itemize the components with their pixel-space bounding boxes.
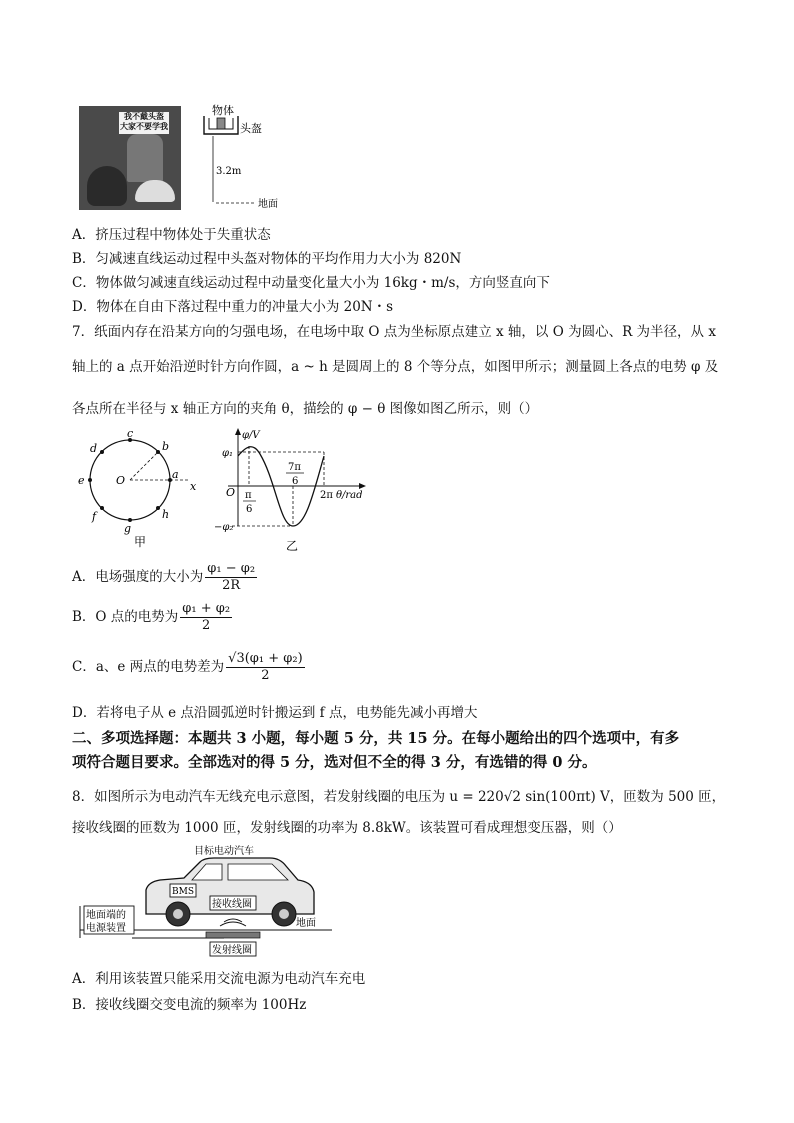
frac-den: 2R [222, 578, 241, 593]
photo-person [127, 134, 163, 182]
q6-option-d: D．物体在自由下落过程中重力的冲量大小为 20N・s [72, 299, 394, 315]
caption-yi: 乙 [286, 539, 299, 553]
car-label: 目标电动汽车 [194, 846, 254, 857]
photo-sign [119, 112, 169, 134]
tick-pi6-den: 6 [246, 504, 253, 515]
q7-stem-line-1: 7．纸面内存在沿某方向的匀强电场，在电场中取 O 点为坐标原点建立 x 轴，以 O 为圆心、R 为半径，从 x [72, 324, 716, 340]
point-g: g [124, 522, 132, 535]
phi1-label: φ₁ [222, 448, 234, 459]
point-c: c [127, 428, 134, 440]
transmit-coil-label: 发射线圈 [212, 945, 252, 956]
tick-7pi6-num: 7π [288, 462, 301, 473]
radius-ob-dashed [130, 452, 158, 480]
q8-option-a: A．利用该装置只能采用交流电源为电动汽车充电 [72, 971, 366, 987]
power-device-label-2: 电源装置 [86, 923, 126, 934]
tick-2pi: 2π [320, 490, 333, 501]
label-object: 物体 [212, 104, 234, 117]
sign-line-2: 大家不要学我 [120, 122, 168, 131]
neg-phi2-label: −φ₂ [214, 522, 234, 533]
q7-stem-line-2: 轴上的 a 点开始沿逆时针方向作圆，a ~ h 是圆周上的 8 个等分点，如图甲所示；测量圆上各点的电势 φ 及 [72, 359, 719, 375]
q7-option-a-text: A．电场强度的大小为 [72, 569, 204, 585]
tick-7pi6-den: 6 [292, 476, 299, 487]
q7-option-b-frac [180, 601, 232, 634]
q7-option-c-frac [226, 651, 304, 684]
object-block [217, 118, 225, 129]
x-axis-label: θ/rad [336, 490, 363, 501]
origin-label: O [226, 486, 236, 499]
figure-jia [72, 428, 212, 552]
transmit-coil-pad [206, 932, 260, 938]
drop-diagram [196, 104, 296, 214]
q7-stem-line-3: 各点所在半径与 x 轴正方向的夹角 θ，描绘的 φ − θ 图像如图乙所示，则（） [72, 401, 539, 417]
q7-option-a [72, 560, 257, 594]
q6-option-b: B．匀减速直线运动过程中头盔对物体的平均作用力大小为 820N [72, 251, 462, 267]
point-b: b [162, 440, 170, 453]
point-f: f [92, 510, 97, 523]
q8-option-b: B．接收线圈交变电流的频率为 100Hz [72, 997, 307, 1013]
sign-line-1: 我不戴头盔 [124, 112, 164, 121]
label-height: 3.2m [216, 166, 242, 177]
point-h: h [162, 508, 170, 521]
q8-stem-line-1: 8．如图所示为电动汽车无线充电示意图，若发射线圈的电压为 u = 220√2 sin(100πt) V，匝数为 500 匝， [72, 789, 726, 805]
section2-heading-line-2: 项符合题目要求。全部选对的得 5 分，选对但不全的得 3 分，有选错的得 0 分。 [72, 754, 597, 771]
bms-label: BMS [172, 887, 194, 897]
center-o: O [116, 474, 126, 487]
label-helmet: 头盔 [240, 122, 262, 135]
wireless-charging-diagram [74, 844, 334, 962]
axis-x: x [190, 480, 197, 493]
figure-yi [214, 426, 384, 556]
photo-helmet [135, 180, 175, 202]
caption-jia: 甲 [134, 535, 147, 549]
q8-stem-line-2: 接收线圈的匝数为 1000 匝，发射线圈的功率为 8.8kW。该装置可看成理想变压器，则（） [72, 820, 622, 836]
helmet-photo [79, 106, 181, 210]
frac-num: φ₁ + φ₂ [182, 601, 231, 616]
label-ground: 地面 [258, 199, 278, 210]
point-a: a [172, 468, 179, 481]
receive-coil-label: 接收线圈 [212, 899, 252, 910]
tick-pi6-num: π [245, 490, 252, 501]
y-axis-arrow [235, 428, 241, 435]
frac-den: 2 [261, 668, 270, 683]
q7-option-d: D．若将电子从 e 点沿圆弧逆时针搬运到 f 点，电势能先减小再增大 [72, 705, 478, 721]
photo-scooter [87, 166, 127, 206]
power-device-label-1: 地面端的 [86, 910, 126, 921]
q7-option-b [72, 600, 232, 634]
y-axis-label: φ/V [242, 430, 260, 441]
q7-option-c-text: C．a、e 两点的电势差为 [72, 659, 225, 675]
point-e: e [78, 474, 85, 487]
q7-option-c [72, 650, 305, 684]
q6-option-c: C．物体做匀减速直线运动过程中动量变化量大小为 16kg・m/s，方向竖直向下 [72, 275, 550, 291]
frac-den: 2 [202, 618, 211, 633]
q7-option-a-frac [205, 561, 257, 594]
q6-option-a: A．挤压过程中物体处于失重状态 [72, 227, 271, 243]
point-d: d [90, 442, 98, 455]
frac-num: √3(φ₁ + φ₂) [228, 651, 303, 666]
ground-label: 地面 [296, 918, 316, 929]
wireless-waves-icon [220, 919, 246, 926]
section2-heading-line-1: 二、多项选择题：本题共 3 小题，每小题 5 分，共 15 分。在每小题给出的四个选项中，有多 [72, 730, 680, 747]
frac-num: φ₁ − φ₂ [207, 561, 256, 576]
x-axis-arrow [359, 483, 366, 489]
q7-option-b-text: B．O 点的电势为 [72, 609, 179, 625]
